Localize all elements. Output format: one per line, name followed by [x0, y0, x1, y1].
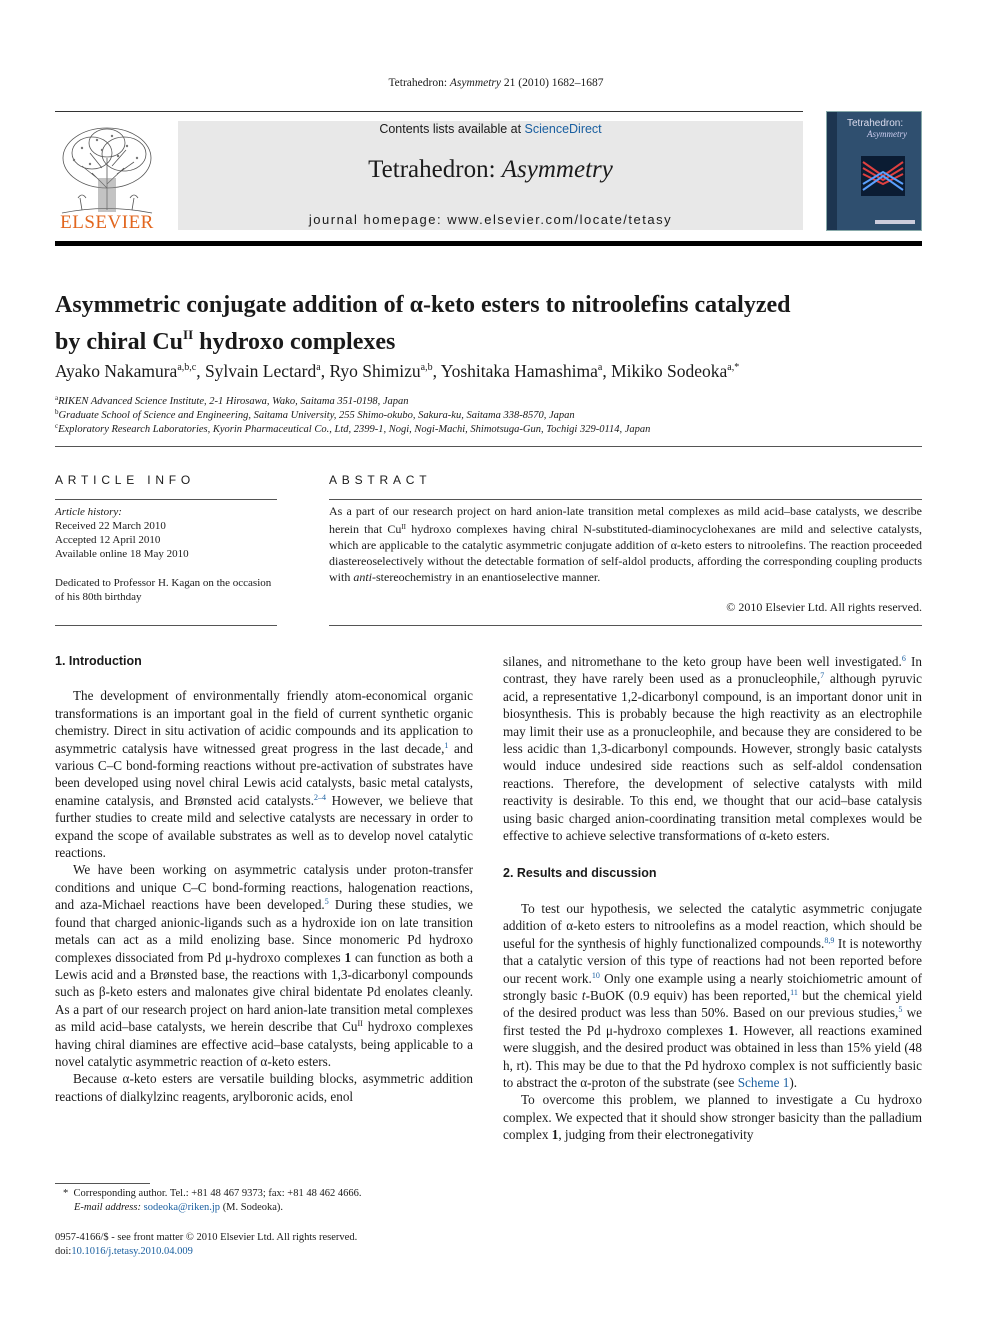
journal-title: Tetrahedron: Asymmetry	[368, 156, 613, 183]
contents-line: Contents lists available at ScienceDirect	[379, 122, 602, 136]
affiliation: $^c$Exploratory Research Laboratories, Kyorin Pharmaceutical Co., Ltd, 2399-1, Nogi, Nogi-Machi, Shimotsuga-Gun, Tochigi 329-0114, Japan	[55, 422, 651, 435]
reference-link[interactable]: 5	[898, 1005, 903, 1015]
right-column	[503, 653, 922, 1144]
footnote-rule	[55, 1183, 150, 1184]
reference-link[interactable]: 5	[324, 897, 329, 907]
paragraph: Because α-keto esters are versatile building blocks, asymmetric addition reactions of dialkylzinc reagents, arylboronic acids, enol	[55, 1071, 473, 1104]
reference-link[interactable]: 11	[790, 987, 798, 997]
sciencedirect-link[interactable]: ScienceDirect	[524, 122, 602, 136]
author-list: Ayako Nakamura$^{a,b,c}$, Sylvain Lectard$^a$, Ryo Shimizu$^{a,b}$, Yoshitaka Hamashima$^a$, Mikiko Sodeoka$^{a,*}$	[55, 361, 740, 381]
article-history: Article history: Received 22 March 2010 Accepted 12 April 2010 Available online 18 May 2010	[55, 506, 189, 560]
reference-link[interactable]: 6	[901, 654, 906, 663]
reference-link[interactable]: 10	[591, 970, 600, 980]
affiliation-rule	[55, 446, 922, 447]
cover-graphic-icon	[861, 156, 905, 196]
paragraph: To test our hypothesis, we selected the catalytic asymmetric conjugate addition of α-keto esters to nitroolefins as a model reaction, which should be useful for the synthesis of highly functionalized compounds.$^{8,9}$ It is noteworthy that a catalytic version of this type of reactions had not been reported before our recent work.$^{10}$ Only one example using a nearly stoichiometric amount of strongly basic t-BuOK (0.9 equiv) has been reported,$^{11}$ but the chemical yield of the desired product was less than 50%. Based on our previous studies,$^5$ we first tested the Pd μ-hydroxo complexes 1. However, all reactions examined were sluggish, and the desired product was obtained in less than 15% yield (48 h, rt). This may be due to that the Pd hydroxo complex is not sufficiently basic to abstract the α-proton of the substrate (see Scheme 1).	[503, 900, 923, 1090]
scheme-link[interactable]: Scheme 1	[737, 1074, 790, 1090]
cover-subtitle: Asymmetry	[867, 129, 907, 139]
left-column	[55, 653, 473, 1105]
affiliation: $^b$Graduate School of Science and Engineering, Saitama University, 255 Shimo-okubo, Sakura-ku, Saitama 338-8570, Japan	[55, 408, 575, 421]
journal-cover[interactable]	[826, 111, 922, 231]
author[interactable]: Mikiko Sodeoka$^{a,*}$	[611, 361, 740, 381]
info-rule	[55, 499, 277, 500]
corresponding-author-footnote: * Corresponding author. Tel.: +81 48 467 9373; fax: +81 48 462 4666. E-mail address: sodeoka@riken.jp (M. Sodeoka).	[63, 1188, 362, 1213]
publisher-name: ELSEVIER	[60, 212, 154, 233]
reference-link[interactable]: 2–4	[314, 792, 327, 802]
author[interactable]: Sylvain Lectard$^a$	[204, 361, 321, 381]
reference-link[interactable]: 7	[820, 671, 825, 681]
cover-title: Tetrahedron:	[847, 118, 904, 129]
author[interactable]: Ryo Shimizu$^{a,b}$	[329, 361, 433, 381]
author[interactable]: Ayako Nakamura$^{a,b,c}$	[55, 361, 197, 381]
paragraph: To overcome this problem, we planned to investigate a Cu hydroxo complex. We expected that it should show stronger basicity than the palladium complex 1, judging from their electronegativity	[503, 1092, 922, 1143]
paragraph: We have been working on asymmetric catalysis under proton-transfer conditions and unique C–C bond-forming reactions, halogenation reactions, and aza-Michael reactions have been developed.$^5$ During these studies, we found that charged anionic-ligands such as a hydroxide ion on late transition metals can act as a mild enolizing base. Since monomeric Pd hydroxo complexes dissociated from Pd μ-hydroxo complexes 1 can function as both a Lewis acid and a Brønsted base, the reactions with 1,3-dicarbonyl compounds such as β-keto esters and malonates give chiral bidentate Pd enolates cleanly. As a part of our research project on hard anion-late transition metal complexes as mild acid–base catalysts, we herein describe that $Cu^{II}$ hydroxo complexes having chiral diamines are effective acid–base catalysts, being applicable to a novel catalytic asymmetric reaction of α-keto esters.	[55, 862, 473, 1069]
journal-citation: Tetrahedron: Asymmetry 21 (2010) 1682–1687	[388, 77, 604, 89]
reference-link[interactable]: 1	[444, 740, 449, 750]
paragraph: silanes, and nitromethane to the keto group have been well investigated.$^6$ In contrast, they have rarely been used as a pronucleophile,$^7$ although pyruvic acid, a representative 1,2-dicarbonyl compound, is an important donor unit in biosynthesis. This is probably because the high reactivity as an electrophile may limit their use as a pronucleophile, and because they are considered to be less acidic than 1,3-dicarbonyl compounds. However, strongly basic catalysts would induce undesired side reactions such as self-aldol condensation reactions. Therefore, the development of selective catalysts with mild reactivity is desirable. To this end, we thought that our acid–base catalysis using basic charged anion-coordinating transition metal complexes would be effective to achieve selective transformations of α-keto esters.	[503, 654, 922, 844]
abstract-rule	[329, 499, 922, 500]
affiliation: $^a$RIKEN Advanced Science Institute, 2-1 Hirosawa, Wako, Saitama 351-0198, Japan	[55, 394, 409, 407]
abstract-bottom-rule	[329, 625, 922, 626]
journal-homepage[interactable]: journal homepage: www.elsevier.com/locate/tetasy	[308, 212, 673, 227]
paragraph: The development of environmentally friendly atom-economical organic transformations is an important goal in the field of current synthetic organic chemistry. Direct in situ activation of acidic compounds and its application to asymmetric catalysis have witnessed great progress in the last decade,$^1$ and various C–C bond-forming reactions without pre-activation of substrates have been developed using novel chiral Lewis acid catalysts, basic metal catalysts, enamine catalysis, and Brønsted acid catalysts.$^{2-4}$ However, we believe that further studies to create mild and selective catalysts are necessary in order to expand the scope of available substrates as well as to develop novel catalytic reactions.	[55, 688, 473, 861]
abstract-text: As a part of our research project on hard anion-late transition metal complexes as mild acid–base catalysts, we describe herein that $Cu^{II}$ hydroxo complexes having chiral N-substituted-diaminocyclohexanes are mild and selective catalysts, which are applicable to the catalytic asymmetric conjugate addition of α-keto esters to nitroolefins. The reaction proceeded diastereoselectively without the detectable formation of self-aldol products, affording the corresponding coupling products with anti-stereochemistry in an enantioselective manner.	[329, 504, 922, 584]
header-thick-rule	[55, 241, 922, 246]
issn-line: 0957-4166/$ - see front matter © 2010 Elsevier Ltd. All rights reserved. doi:10.1016/j.tetasy.2010.04.009	[55, 1232, 358, 1257]
section-heading: 2. Results and discussion	[503, 866, 657, 881]
article-title: Asymmetric conjugate addition of α-keto esters to nitroolefins catalyzed by chiral $Cu^{II}$ hydroxo complexes	[55, 292, 791, 355]
email-link[interactable]: sodeoka@riken.jp	[143, 1202, 221, 1213]
header-rule	[55, 111, 803, 112]
elsevier-logo[interactable]	[52, 118, 162, 234]
doi-link[interactable]: 10.1016/j.tetasy.2010.04.009	[71, 1246, 193, 1257]
abstract-copyright: © 2010 Elsevier Ltd. All rights reserved.	[726, 600, 922, 614]
article-info-heading: ARTICLE INFO	[55, 473, 196, 487]
abstract-heading: ABSTRACT	[329, 473, 432, 487]
info-bottom-rule	[55, 625, 277, 626]
author[interactable]: Yoshitaka Hamashima$^a$	[440, 361, 603, 381]
section-heading: 1. Introduction	[55, 654, 142, 668]
dedication: Dedicated to Professor H. Kagan on the occasion of his 80th birthday	[55, 577, 272, 603]
reference-link[interactable]: 8,9	[824, 935, 835, 945]
